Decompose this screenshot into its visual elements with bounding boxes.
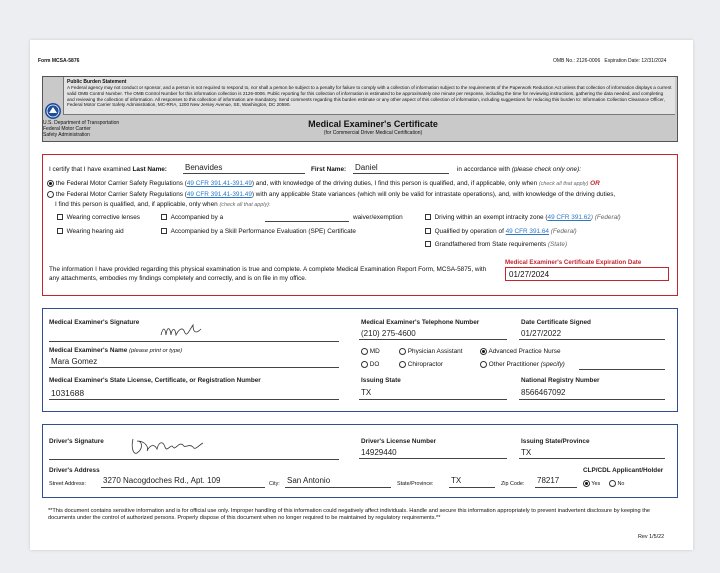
- grandfathered-tail: (State): [547, 241, 568, 248]
- agency-line1: U.S. Department of Transportation: [43, 120, 120, 126]
- burden-title: Public Burden Statement: [67, 79, 127, 85]
- spe-label: Accompanied by a Skill Performance Evaluation (SPE) Certificate: [170, 228, 356, 235]
- credential-md: [361, 348, 380, 355]
- examiner-name-label-row: [49, 347, 182, 354]
- burden-statement: [63, 77, 675, 115]
- agency-line3: Safety Administration: [43, 131, 90, 138]
- page-title: Medical Examiner's Certificate: [308, 119, 438, 129]
- credential-other: [480, 361, 565, 368]
- city-label: City:: [269, 481, 280, 487]
- option-state-radio[interactable]: [47, 191, 54, 198]
- certify-prefix: I certify that I have examined: [49, 166, 131, 173]
- grandfathered-label: Grandfathered from State requirements: [434, 241, 547, 248]
- first-name-field[interactable]: Daniel: [353, 163, 449, 174]
- last-name-label: Last Name:: [132, 166, 167, 173]
- driver-license-field[interactable]: 14929440: [359, 448, 507, 459]
- accompanied-label: Accompanied by a: [170, 214, 224, 221]
- revision-label: Rev 1/5/22: [638, 534, 665, 540]
- clp-yes-radio[interactable]: [583, 480, 590, 487]
- sensitive-notice: **This document contains sensitive information and is for official use only. Improper handling of this information could negatively affect individuals. Handle and secure this information appropriately to prevent inadvertent disclosure by keeping the documents under the control of authorized persons. Properly dispose of this document when no longer required to be maintained by regulatory requirements.**: [48, 508, 650, 521]
- pa-radio[interactable]: [399, 348, 406, 355]
- check-one-hint: (please check only one):: [511, 166, 581, 173]
- check-qualified: [425, 228, 577, 235]
- expiration-label: Medical Examiner's Certificate Expiration Date: [505, 259, 642, 266]
- last-name-field[interactable]: Benavides: [183, 163, 305, 174]
- registry-field[interactable]: 8566467092: [519, 388, 665, 400]
- do-radio[interactable]: [361, 361, 368, 368]
- license-label: Medical Examiner's State License, Certificate, or Registration Number: [49, 377, 261, 384]
- intracity-label: Driving within an exempt intracity zone (: [434, 214, 548, 221]
- omb-number: OMB No.: 2126-0006: [553, 58, 601, 64]
- qualified-tail: (Federal): [550, 228, 577, 235]
- examiner-signature-label: Medical Examiner's Signature: [49, 319, 140, 326]
- credential-do: [361, 361, 379, 368]
- city-field[interactable]: San Antonio: [285, 476, 391, 488]
- accompanied-checkbox[interactable]: [161, 214, 167, 220]
- agency-name: [43, 121, 163, 138]
- grandfathered-checkbox[interactable]: [425, 241, 431, 247]
- option-federal: [47, 180, 600, 187]
- clp-no: [609, 480, 624, 487]
- opt1-link[interactable]: 49 CFR 391.41-391.49: [186, 180, 252, 188]
- registry-label: National Registry Number: [521, 377, 600, 384]
- hearing-label: Wearing hearing aid: [66, 228, 124, 235]
- examiner-signature-graphic: [157, 321, 227, 341]
- chiro-label: Chiropractor: [407, 361, 443, 369]
- clp-yes: [583, 480, 600, 487]
- accordance-text: [457, 166, 581, 173]
- form-id: Form MCSA-5876: [38, 58, 80, 64]
- state-province-field[interactable]: TX: [449, 476, 495, 488]
- date-signed-field[interactable]: 01/27/2022: [519, 329, 665, 340]
- examiner-phone-label: Medical Examiner's Telephone Number: [361, 319, 480, 326]
- driver-signature-graphic: [127, 435, 247, 459]
- credential-chiro: [399, 361, 443, 368]
- option-state-line2: [55, 201, 270, 208]
- examiner-signature-field[interactable]: [49, 321, 339, 342]
- spe-checkbox[interactable]: [161, 228, 167, 234]
- md-radio[interactable]: [361, 348, 368, 355]
- certificate-page: [30, 40, 693, 550]
- issuing-state-field[interactable]: TX: [359, 388, 507, 400]
- omb-info: [553, 58, 666, 64]
- opt2-line2: I find this person is qualified, and, if applicable, only when: [55, 201, 218, 208]
- opt2-post: ) with any applicable State variances (which will only be valid for intrastate operations), and, with knowledge of the driving duties,: [251, 191, 616, 199]
- qualified-link[interactable]: 49 CFR 391.64: [505, 228, 549, 235]
- clp-no-radio[interactable]: [609, 480, 616, 487]
- driver-issuing-field[interactable]: TX: [519, 448, 665, 459]
- intracity-tail: ) (Federal): [590, 214, 621, 221]
- option-federal-radio[interactable]: [47, 180, 54, 187]
- driver-signature-field[interactable]: [49, 435, 339, 460]
- apn-radio[interactable]: [480, 348, 487, 355]
- dot-logo-graphic: [45, 103, 61, 119]
- license-field[interactable]: 1031688: [49, 388, 339, 400]
- examiner-name-hint: (please print or type): [129, 348, 183, 354]
- pa-label: Physician Assistant: [407, 348, 463, 356]
- opt1-or: OR: [590, 180, 600, 188]
- state-province-label: State/Province:: [397, 481, 434, 487]
- certification-section: [42, 154, 678, 296]
- issuing-state-label: Issuing State: [361, 377, 401, 384]
- burden-text: A Federal agency may not conduct or sponsor, and a person is not required to respond to, nor shall a person be subject to a penalty for failure to comply with a collection of information subject to the requirements of the Paperwork Reduction Act unless that collection of information displays a current valid OMB Control Number. The OMB Control Number for this information collection is 2126-0006. Public reporting for this collection of information is estimated to be approximately one minute per response, including the time for reviewing instructions, gathering the data needed, and completing and reviewing the collection of information. All responses to this collection of information are mandatory. Send comments regarding this burden estimate or any other aspect of this collection of information, including suggestions for reducing this burden to: Information Collection Clearance Officer, Federal Motor Carrier Safety Administration, MC-RRA, 1200 New Jersey Avenue, SE, Washington, DC 20590.: [67, 85, 672, 108]
- first-name-label: First Name:: [311, 166, 347, 173]
- zip-field[interactable]: 78217: [535, 476, 577, 488]
- md-label: MD: [369, 348, 380, 356]
- credential-apn: [480, 348, 561, 355]
- agency-line2: Federal Motor Carrier: [43, 125, 91, 132]
- clp-label: CLP/CDL Applicant/Holder: [583, 467, 664, 474]
- omb-expiration: Expiration Date: 12/31/2024: [604, 58, 667, 64]
- accordance-label: in accordance with: [457, 166, 510, 173]
- street-field[interactable]: 3270 Nacogdoches Rd., Apt. 109: [101, 476, 265, 488]
- other-radio[interactable]: [480, 361, 487, 368]
- burden-title-block: [42, 76, 678, 142]
- zip-label: Zip Code:: [501, 481, 525, 487]
- opt1-pre: the Federal Motor Carrier Safety Regulations (: [55, 180, 187, 188]
- check-accompanied: [161, 214, 223, 221]
- qualified-checkbox[interactable]: [425, 228, 431, 234]
- date-signed-label: Date Certificate Signed: [521, 319, 591, 326]
- hearing-checkbox[interactable]: [57, 228, 63, 234]
- waiver-field[interactable]: [265, 212, 349, 222]
- do-label: DO: [369, 361, 380, 369]
- chiro-radio[interactable]: [399, 361, 406, 368]
- examiner-section: [42, 308, 678, 412]
- opt2-link[interactable]: 49 CFR 391.41-391.49: [186, 191, 252, 199]
- credential-pa: [399, 348, 462, 355]
- other-hint: (specify): [540, 361, 565, 369]
- expiration-date-field[interactable]: 01/27/2024: [505, 267, 669, 281]
- clp-yes-label: Yes: [591, 480, 601, 487]
- opt1-italic: (check all that apply): [538, 181, 589, 188]
- check-grandfathered: [425, 241, 567, 248]
- opt2-italic: (check all that apply):: [219, 202, 271, 208]
- waiver-label: waiver/exemption: [353, 214, 403, 221]
- street-label: Street Address:: [49, 481, 86, 487]
- clp-no-label: No: [617, 480, 625, 487]
- intracity-link[interactable]: 49 CFR 391.62: [547, 214, 591, 221]
- other-specify-line[interactable]: [579, 369, 665, 370]
- opt2-pre: the Federal Motor Carrier Safety Regulations (: [55, 191, 187, 199]
- opt1-post: ) and, with knowledge of the driving duties, I find this person is qualified, and, if applicable, only when: [251, 180, 538, 188]
- driver-signature-label: Driver's Signature: [49, 438, 104, 445]
- other-label: Other Practitioner: [488, 361, 539, 369]
- lenses-label: Wearing corrective lenses: [66, 214, 140, 221]
- apn-label: Advanced Practice Nurse: [488, 348, 561, 356]
- attestation-statement: The information I have provided regarding this physical examination is true and complete. A complete Medical Examination Report Form, MCSA-5875, with any attachments, embodies my findings completely and correctly, and is on file in my office.: [49, 266, 487, 282]
- dot-logo-icon: [45, 103, 61, 119]
- option-state: [47, 191, 615, 198]
- examiner-name-field[interactable]: Mara Gomez: [49, 357, 339, 368]
- driver-address-label: Driver's Address: [49, 467, 100, 474]
- examiner-name-label: Medical Examiner's Name: [49, 347, 128, 354]
- check-spe: [161, 228, 356, 235]
- qualified-label: Qualified by operation of: [434, 228, 504, 235]
- page-subtitle: (for Commercial Driver Medical Certification): [323, 130, 423, 136]
- driver-issuing-label: Issuing State/Province: [521, 438, 590, 445]
- driver-license-label: Driver's License Number: [361, 438, 437, 445]
- certify-line: [49, 166, 167, 173]
- intracity-checkbox[interactable]: [425, 214, 431, 220]
- examiner-phone-field[interactable]: (210) 275-4600: [359, 329, 507, 340]
- check-hearing: [57, 228, 124, 235]
- driver-section: [42, 424, 678, 498]
- check-intracity: [425, 214, 621, 221]
- lenses-checkbox[interactable]: [57, 214, 63, 220]
- check-lenses: [57, 214, 140, 221]
